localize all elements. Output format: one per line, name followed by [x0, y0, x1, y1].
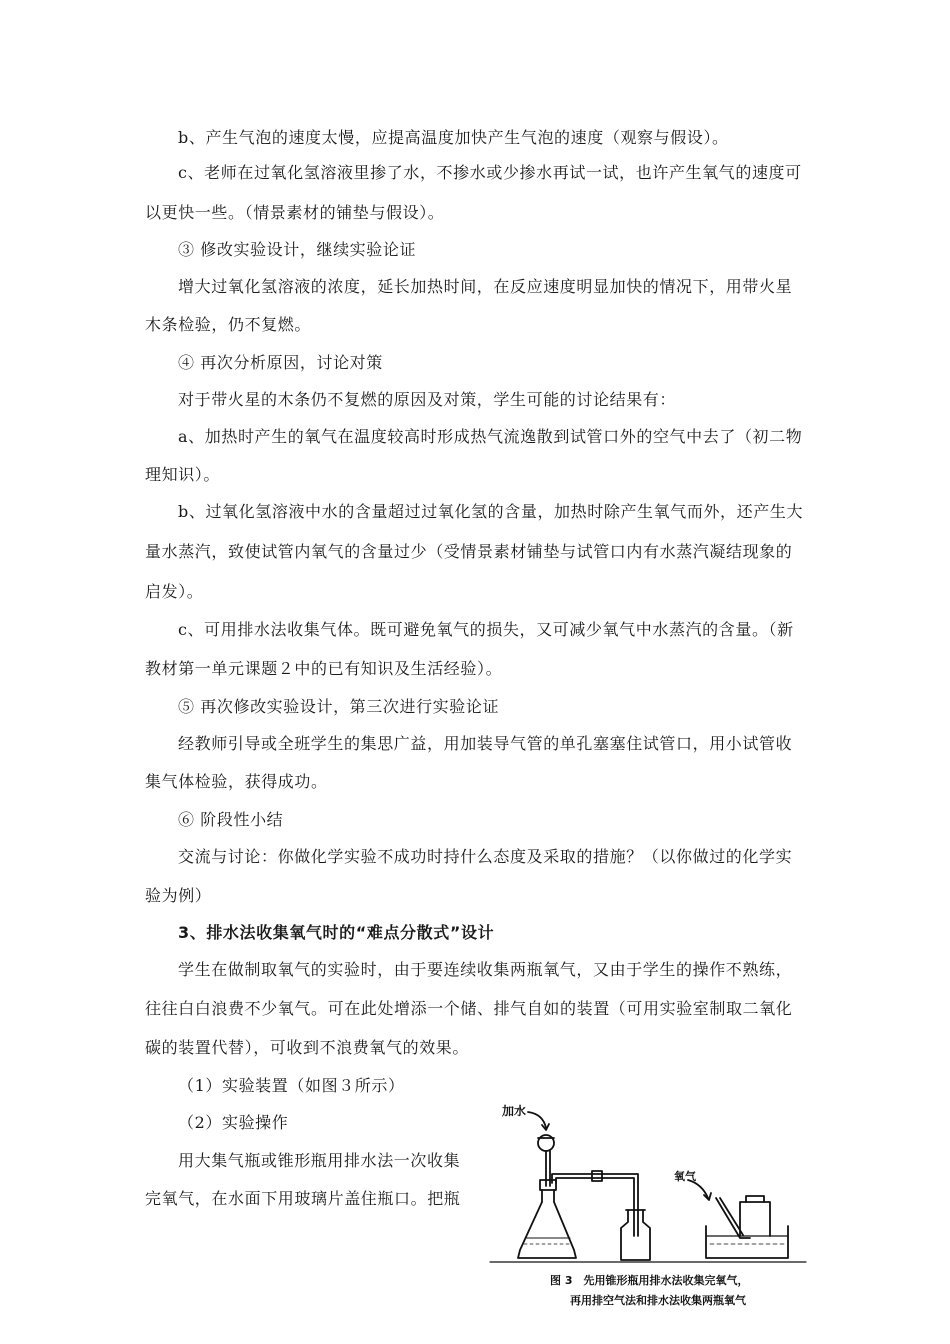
step-heading: ⑥ 阶段性小结 [178, 810, 284, 829]
step-heading: ⑤ 再次修改实验设计，第三次进行实验论证 [178, 697, 500, 716]
stopper [540, 1180, 556, 1190]
oxygen-label: 氧气 [674, 1170, 696, 1183]
paragraph-line: 学生在做制取氧气的实验时，由于要连续收集两瓶氧气，又由于学生的操作不熟练， [178, 960, 793, 979]
paragraph-line: 完氧气，在水面下用玻璃片盖住瓶口。把瓶 [145, 1189, 461, 1208]
paragraph-line: 验为例） [145, 886, 212, 905]
sub-heading: （2）实验操作 [178, 1113, 289, 1132]
apparatus-figure [488, 1098, 808, 1313]
paragraph-line: 用大集气瓶或锥形瓶用排水法一次收集 [178, 1151, 461, 1170]
paragraph-line: 碳的装置代替），可收到不浪费氧气的效果。 [145, 1038, 470, 1057]
water-label: 加水 [502, 1104, 527, 1118]
paragraph-line: c、老师在过氧化氢溶液里掺了水，不掺水或少掺水再试一试，也许产生氧气的速度可 [178, 163, 802, 182]
paragraph-line: 对于带火星的木条仍不复燃的原因及对策，学生可能的讨论结果有： [178, 390, 677, 409]
paragraph-line: 交流与讨论：你做化学实验不成功时持什么态度及采取的措施？（以你做过的化学实 [178, 847, 793, 866]
water-trough [706, 1226, 788, 1258]
figure-caption-line1: 图 3 先用锥形瓶用排水法收集完氧气， [550, 1274, 749, 1287]
inverted-bottle [740, 1202, 770, 1236]
paragraph-line: 经教师引导或全班学生的集思广益，用加装导气管的单孔塞塞住试管口，用小试管收 [178, 734, 793, 753]
section-heading: 3、排水法收集氧气时的“难点分散式”设计 [178, 923, 495, 942]
conical-flask [518, 1190, 576, 1258]
figure-caption-line2: 再用排空气法和排水法收集两瓶氧气 [570, 1294, 746, 1307]
paragraph-line: 启发）。 [145, 582, 204, 601]
paragraph-line: 以更快一些。（情景素材的铺垫与假设）。 [145, 203, 445, 222]
paragraph-line: 往往白白浪费不少氧气。可在此处增添一个储、排气自如的装置（可用实验室制取二氧化 [145, 999, 793, 1018]
paragraph-line: 木条检验，仍不复燃。 [145, 315, 312, 334]
paragraph-line: 理知识）。 [145, 465, 221, 484]
paragraph-line: 量水蒸汽，致使试管内氧气的含量过少（受情景素材铺垫与试管口内有水蒸汽凝结现象的 [145, 542, 793, 561]
step-heading: ③ 修改实验设计，继续实验论证 [178, 240, 417, 259]
paragraph-line: 教材第一单元课题２中的已有知识及生活经验）。 [145, 659, 503, 678]
paragraph-line: 增大过氧化氢溶液的浓度，延长加热时间，在反应速度明显加快的情况下，用带火星 [178, 277, 793, 296]
paragraph-line: 集气体检验，获得成功。 [145, 772, 328, 791]
paragraph-line: c、可用排水法收集气体。既可避免氧气的损失，又可减少氧气中水蒸汽的含量。（新 [178, 620, 794, 639]
paragraph-line: a、加热时产生的氧气在温度较高时形成热气流逸散到试管口外的空气中去了（初二物 [178, 427, 803, 446]
collecting-bottle [621, 1210, 650, 1260]
paragraph-line: b、产生气泡的速度太慢，应提高温度加快产生气泡的速度（观察与假设）。 [178, 128, 729, 147]
sub-heading: （1）实验装置（如图３所示） [178, 1076, 405, 1095]
step-heading: ④ 再次分析原因，讨论对策 [178, 353, 383, 372]
apparatus-drawing [488, 1098, 808, 1268]
paragraph-line: b、过氧化氢溶液中水的含量超过过氧化氢的含量，加热时除产生氧气而外，还产生大 [178, 502, 804, 521]
